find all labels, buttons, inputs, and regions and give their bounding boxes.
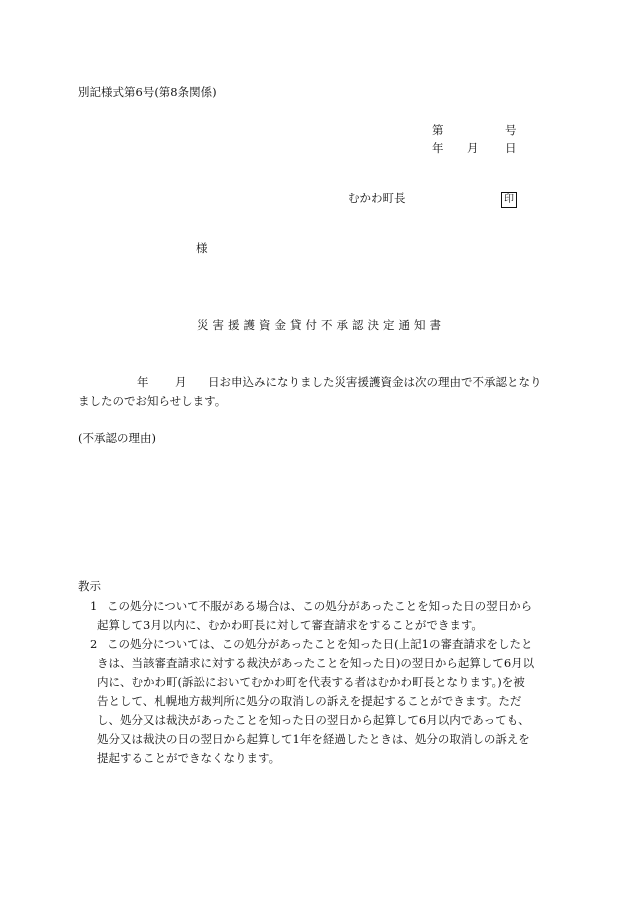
body-year: 年 [137,375,149,389]
instruction-line: 内に、むかわ町(訴訟においてむかわ町を代表する者はむかわ町長となります。)を被 [97,675,525,689]
instruction-line: 告として、札幌地方裁判所に処分の取消しの訴えを提起することができます。ただ [97,694,522,708]
date-month: 月 [467,141,479,155]
seal-icon: 印 [501,192,517,208]
instruction-line: この処分については、この処分があったことを知った日(上記1の審査請求をしたと [107,637,533,651]
instruction-line: 提起することができなくなります。 [97,751,281,765]
instruction-line: 処分又は裁決の日の翌日から起算して1年を経過したときは、処分の取消しの訴えを [97,732,530,746]
body-line-2: ましたのでお知らせします。 [78,394,227,408]
seal-mark [501,190,517,208]
reason-label: (不承認の理由) [78,431,156,445]
body-month: 月 [175,375,187,389]
instruction-line: 起算して3月以内に、むかわ町長に対して審査請求をすることができます。 [97,618,483,632]
number-suffix: 号 [505,123,517,137]
document-title: 災害援護資金貸付不承認決定通知書 [197,318,445,332]
instruction-line: この処分について不服がある場合は、この処分があったことを知った日の翌日から [107,599,533,613]
date-year: 年 [432,141,444,155]
issuer-name: むかわ町長 [348,191,406,205]
addressee-honorific: 様 [196,241,208,255]
instruction-line: し、処分又は裁決があったことを知った日の翌日から起算して6月以内であっても、 [97,713,530,727]
instruction-line: きは、当該審査請求に対する裁決があったことを知った日)の翌日から起算して6月以 [97,656,535,670]
date-day: 日 [505,141,517,155]
instruction-heading: 教示 [78,579,101,593]
number-prefix: 第 [432,123,444,137]
form-number: 別記様式第6号(第8条関係) [78,85,217,99]
instruction-item-number: 2 [90,637,98,651]
instruction-item-number: 1 [90,599,98,613]
body-line-1: 日お申込みになりました災害援護資金は次の理由で不承認となり [208,375,542,389]
